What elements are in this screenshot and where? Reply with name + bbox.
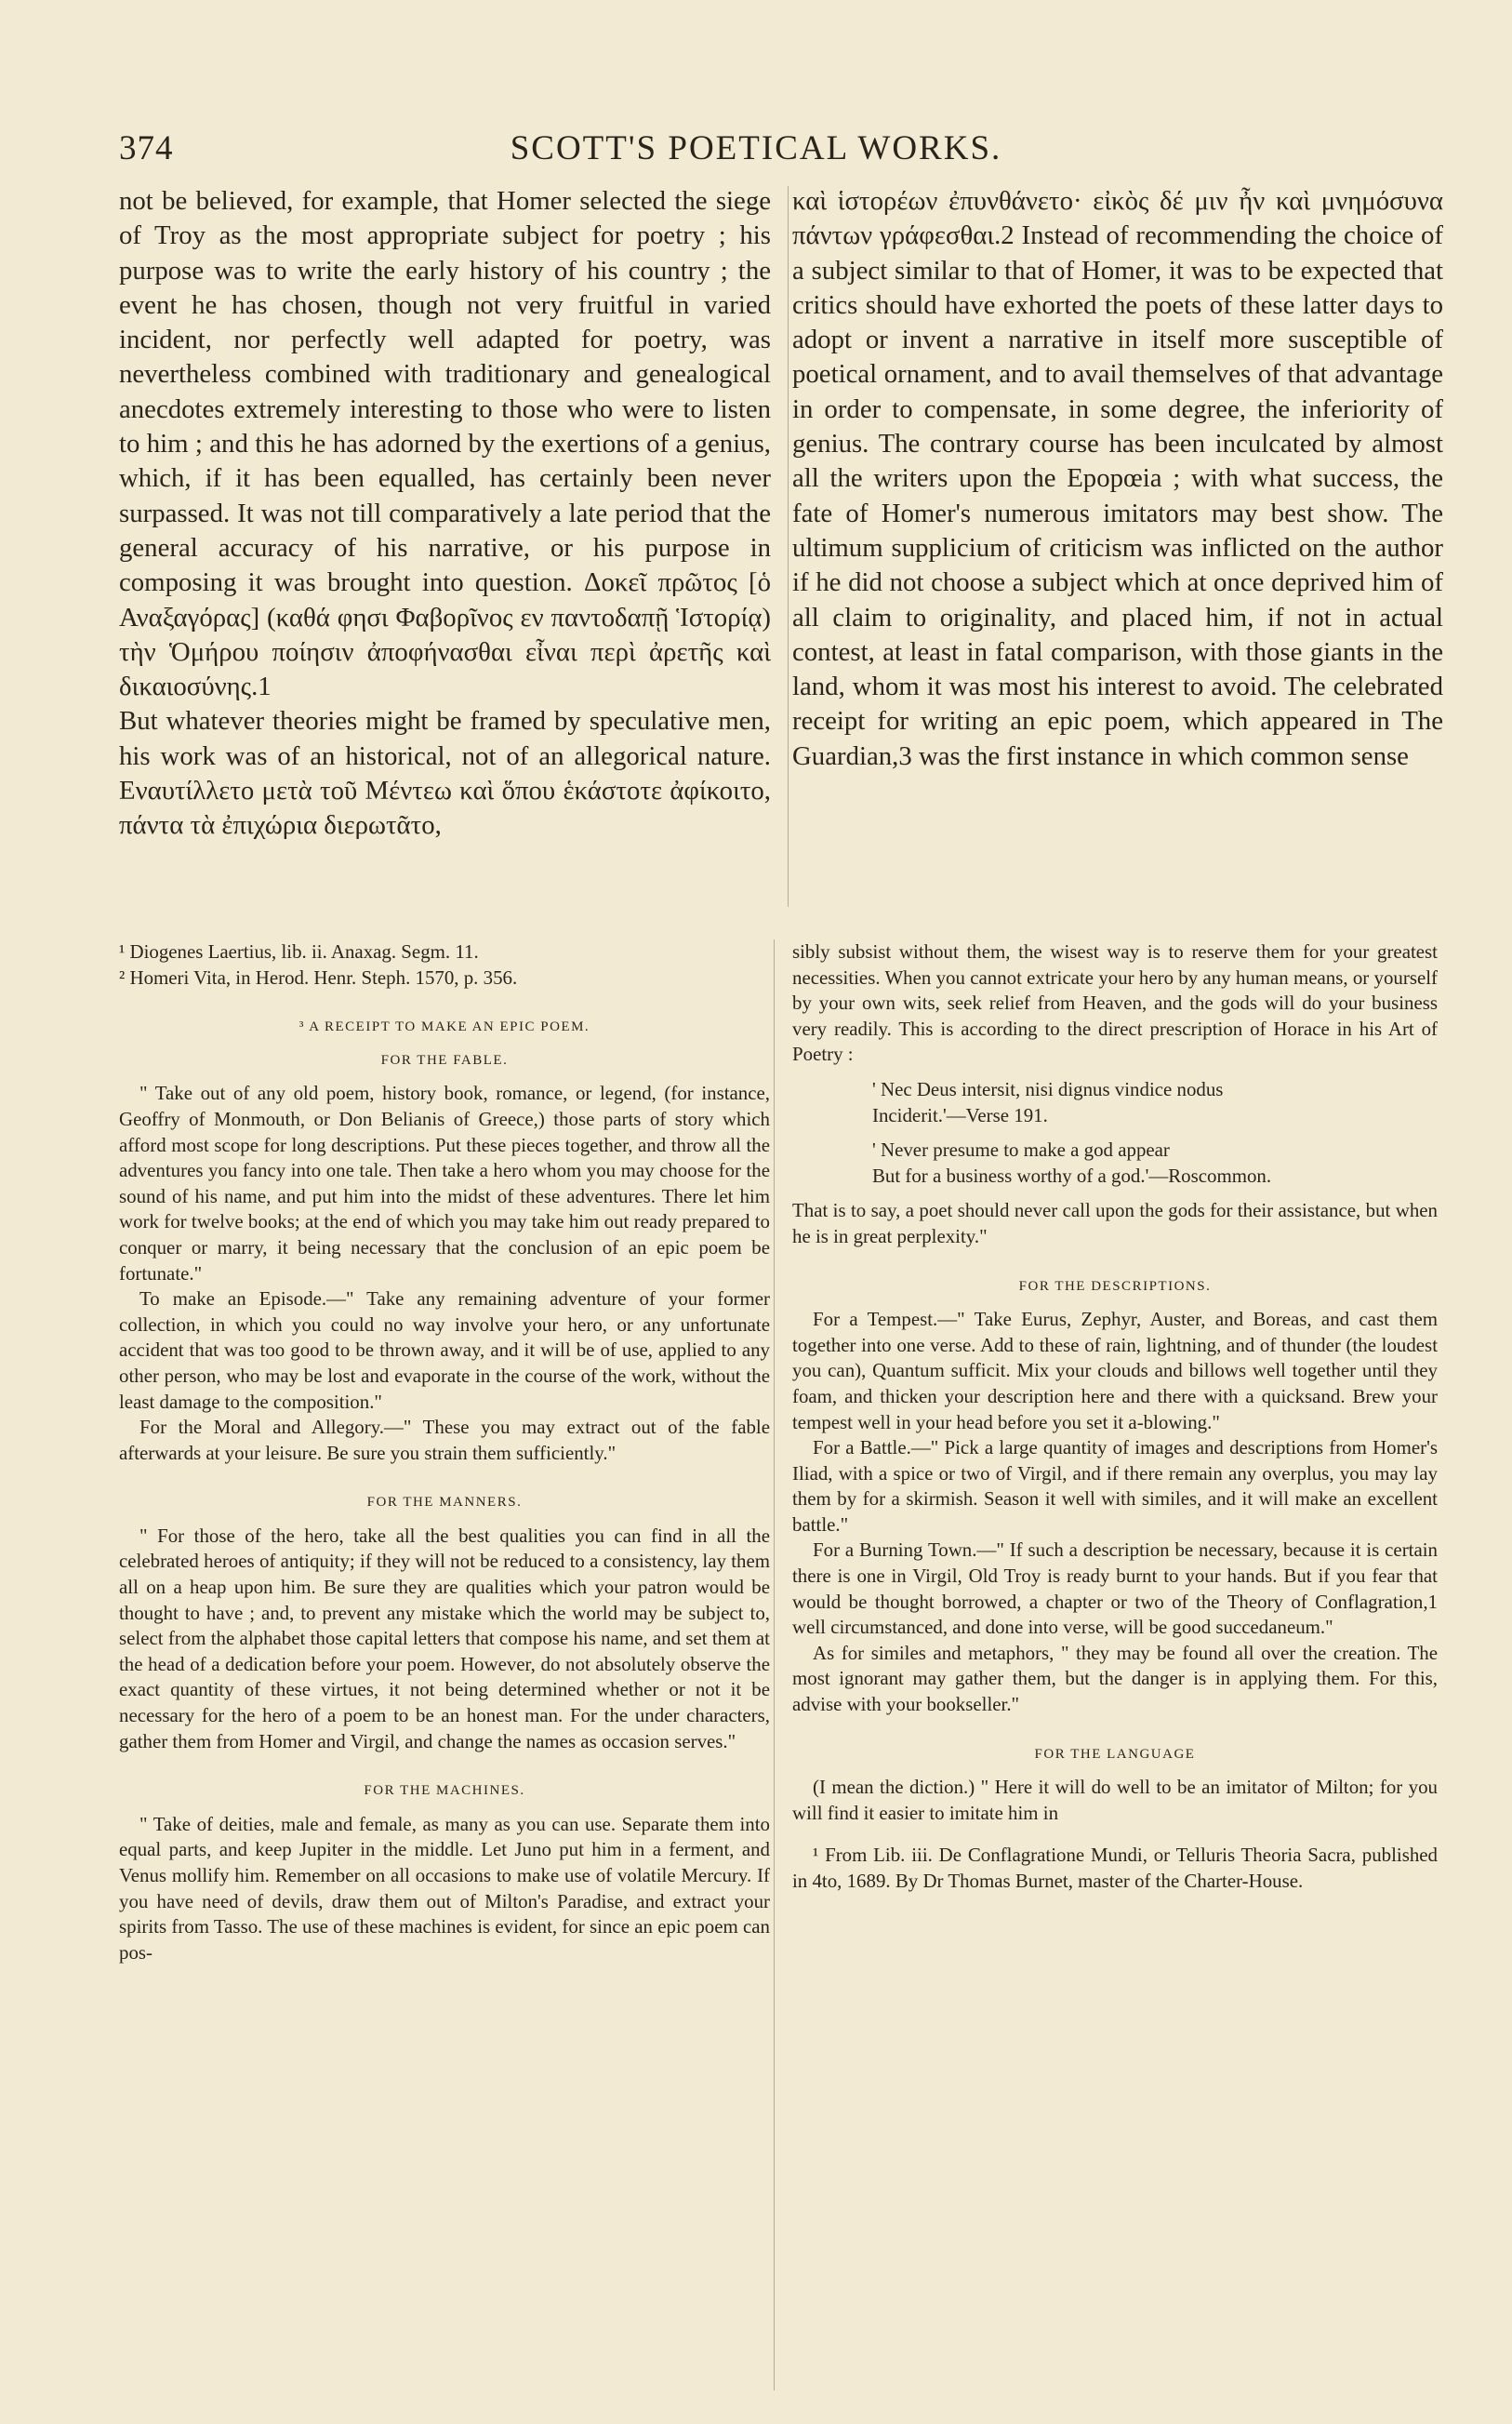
note-paragraph: That is to say, a poet should never call upon the gods for their assistance, but when he is in great perplexity." (792, 1199, 1438, 1247)
note-paragraph: " Take of deities, male and female, as many as you can use. Separate them into equal parts, and keep Jupiter in the middle. Let Juno put him in a ferment, and Venus mollify him. Remember on all occasions to make use of volatile Mercury. If you have need of devils, draw them out of Milton's Paradise, and extract your spirits from Tasso. The use of these machines is evident, for since an epic poem can pos- (119, 1812, 770, 1964)
verse-quote: ' Nec Deus intersit, nisi dignus vindice nodus Inciderit.'—Verse 191. (872, 1077, 1224, 1126)
note-paragraph: For a Tempest.—" Take Eurus, Zephyr, Auster, and Boreas, and cast them together into one verse. Add to these of rain, lightning, and of thunder (the loudest you can), Quantum sufficit. Mix your clouds and billows well together until they foam, and thicken your description here and there with a quicksand. Brew your tempest well in your head before you set it a-blowing." (792, 1308, 1438, 1433)
section-heading: FOR THE LANGUAGE (1034, 1746, 1196, 1762)
footnotes-right-column (792, 939, 1438, 1895)
note-paragraph: " For those of the hero, take all the best qualities you can find in all the celebrated heroes of antiquity; if they will not be reduced to a consistency, lay them all on a heap upon him. Be sure they are qualities which your patron would be thought to have ; and, to prevent any mistake which the world may be subject to, select from the alphabet those capital letters that compose his name, and set them at the head of a dedication before your poem. However, do not absolutely observe the exact quantity of these virtues, it not being determined whether or not it be necessary for the hero of a poem to be an honest man. For the under characters, gather them from Homer and Virgil, and change the names as occasion serves." (119, 1524, 770, 1752)
main-paragraph: not be believed, for example, that Homer selected the siege of Troy as the most appropriate subject for poetry ; his purpose was to write the early history of his country ; the event he has chosen, though not very fruitful in varied incident, nor perfectly well adapted for poetry, was nevertheless combined with traditionary and genealogical anecdotes extremely interesting to those who were to listen to him ; and this he has adorned by the exertions of a genius, which, if it has been equalled, has certainly been never surpassed. It was not till comparatively a late period that the general accuracy of his narrative, or his purpose in composing it was brought into question. Δοκεῖ πρῶτος [ὁ Αναξαγόρας] (καθά φησι Φαβορῖνος εν παντοδαπῇ Ἱστορίᾳ) τὴν Ὁμήρου ποίησιν ἀποφήνασθαι εἶναι περὶ ἀρετῆς καὶ δικαιοσύνης.1 (119, 186, 771, 702)
note-paragraph: To make an Episode.—" Take any remaining adventure of your former collection, in which you could no way involve your hero, or any unfortunate accident that was too good to be thrown away, and it will be of use, applied to any other person, who may be lost and evaporate in the course of the work, without the least damage to the composition." (119, 1287, 770, 1413)
note-paragraph: For a Burning Town.—" If such a description be necessary, because it is certain there is one in Virgil, Old Troy is ready burnt to your hands. But if you fear that would be thought borrowed, a chapter or two of the Theory of Conflagration,1 well circumstanced, and done into verse, will be good succedaneum." (792, 1538, 1438, 1639)
page-number: 374 (119, 129, 174, 167)
main-paragraph: καὶ ἱστορέων ἐπυνθάνετο· εἰκὸς δέ μιν ἦν καὶ μνημόσυνα πάντων γράφεσθαι.2 Instead of recommending the choice of a subject similar to that of Homer, it was to be expected that critics should have exhorted the poets of these latter days to adopt or invent a narrative in itself more susceptible of poetical ornament, and to avail themselves of that advantage in order to compensate, in some degree, the inferiority of genius. The contrary course has been inculcated by almost all the writers upon the Epopœia ; with what success, the fate of Homer's numerous imitators may best show. The ultimum supplicium of criticism was inflicted on the author if he did not choose a subject which at once deprived him of all claim to originality, and placed him, if not in actual contest, at least in fatal comparison, with those giants in the land, whom it was most his interest to avoid. The celebrated receipt for writing an epic poem, which appeared in The Guardian,3 was the first instance in which common sense (792, 186, 1443, 771)
footnote: ¹ From Lib. iii. De Conflagratione Mundi, or Telluris Theoria Sacra, published in 4to, 1689. By Dr Thomas Burnet, master of the Charter-House. (792, 1844, 1438, 1892)
note-paragraph: " Take out of any old poem, history book, romance, or legend, (for instance, Geoffry of Monmouth, or Don Belianis of Greece,) those parts of story which afford most scope for long descriptions. Put these pieces together, and throw all the adventures you fancy into one tale. Then take a hero whom you may choose for the sound of his name, and put him into the midst of these adventures. There let him work for twelve books; at the end of which you may take him out ready prepared to conquer or marry, it being necessary that the conclusion of an epic poem be fortunate." (119, 1082, 770, 1285)
footnotes-separator (774, 939, 775, 2391)
footnote: ² Homeri Vita, in Herod. Henr. Steph. 1570, p. 356. (119, 966, 518, 989)
main-text-right-column (792, 184, 1443, 774)
section-heading: FOR THE MANNERS. (366, 1495, 523, 1511)
main-paragraph: But whatever theories might be framed by speculative men, his work was of an historical, not of an allegorical nature. Εναυτίλλετο μετὰ τοῦ Μέντεω καὶ ὅπου ἑκάστοτε ἀφίκοιτο, πάντα τὰ ἐπιχώρια διερωτᾶτο, (119, 706, 771, 841)
verse-quote: ' Never presume to make a god appear But for a business worthy of a god.'—Roscommon. (872, 1139, 1272, 1187)
note-paragraph: sibly subsist without them, the wisest way is to reserve them for your greatest necessities. When you cannot extricate your hero by any human means, or yourself by your own wits, seek relief from Heaven, and the gods will do your business very readily. This is according to the direct prescription of Horace in his Art of Poetry : (792, 940, 1438, 1066)
column-separator (788, 186, 789, 907)
main-text-left-column (119, 184, 771, 844)
running-title: SCOTT'S POETICAL WORKS. (510, 129, 1002, 167)
section-heading: FOR THE MACHINES. (364, 1783, 525, 1799)
note-paragraph: For the Moral and Allegory.—" These you may extract out of the fable afterwards at your leisure. Be sure you strain them sufficiently." (119, 1416, 770, 1464)
note-paragraph: For a Battle.—" Pick a large quantity of images and descriptions from Homer's Iliad, with a spice or two of Virgil, and if there remain any overplus, you may lay them by for a skirmish. Season it well with similes, and it will make an excellent battle." (792, 1436, 1438, 1536)
footnotes-left-column (119, 939, 770, 1965)
section-heading: ³ A RECEIPT TO MAKE AN EPIC POEM. (298, 1019, 590, 1035)
footnote: ¹ Diogenes Laertius, lib. ii. Anaxag. Segm. 11. (119, 940, 479, 963)
note-paragraph: As for similes and metaphors, " they may be found all over the creation. The most ignorant may gather them, but the danger is in applying them. For this, advise with your bookseller." (792, 1641, 1438, 1716)
note-paragraph: (I mean the diction.) " Here it will do well to be an imitator of Milton; for you will find it easier to imitate him in (792, 1776, 1438, 1824)
section-heading: FOR THE FABLE. (380, 1052, 509, 1068)
section-heading: FOR THE DESCRIPTIONS. (1018, 1278, 1212, 1294)
